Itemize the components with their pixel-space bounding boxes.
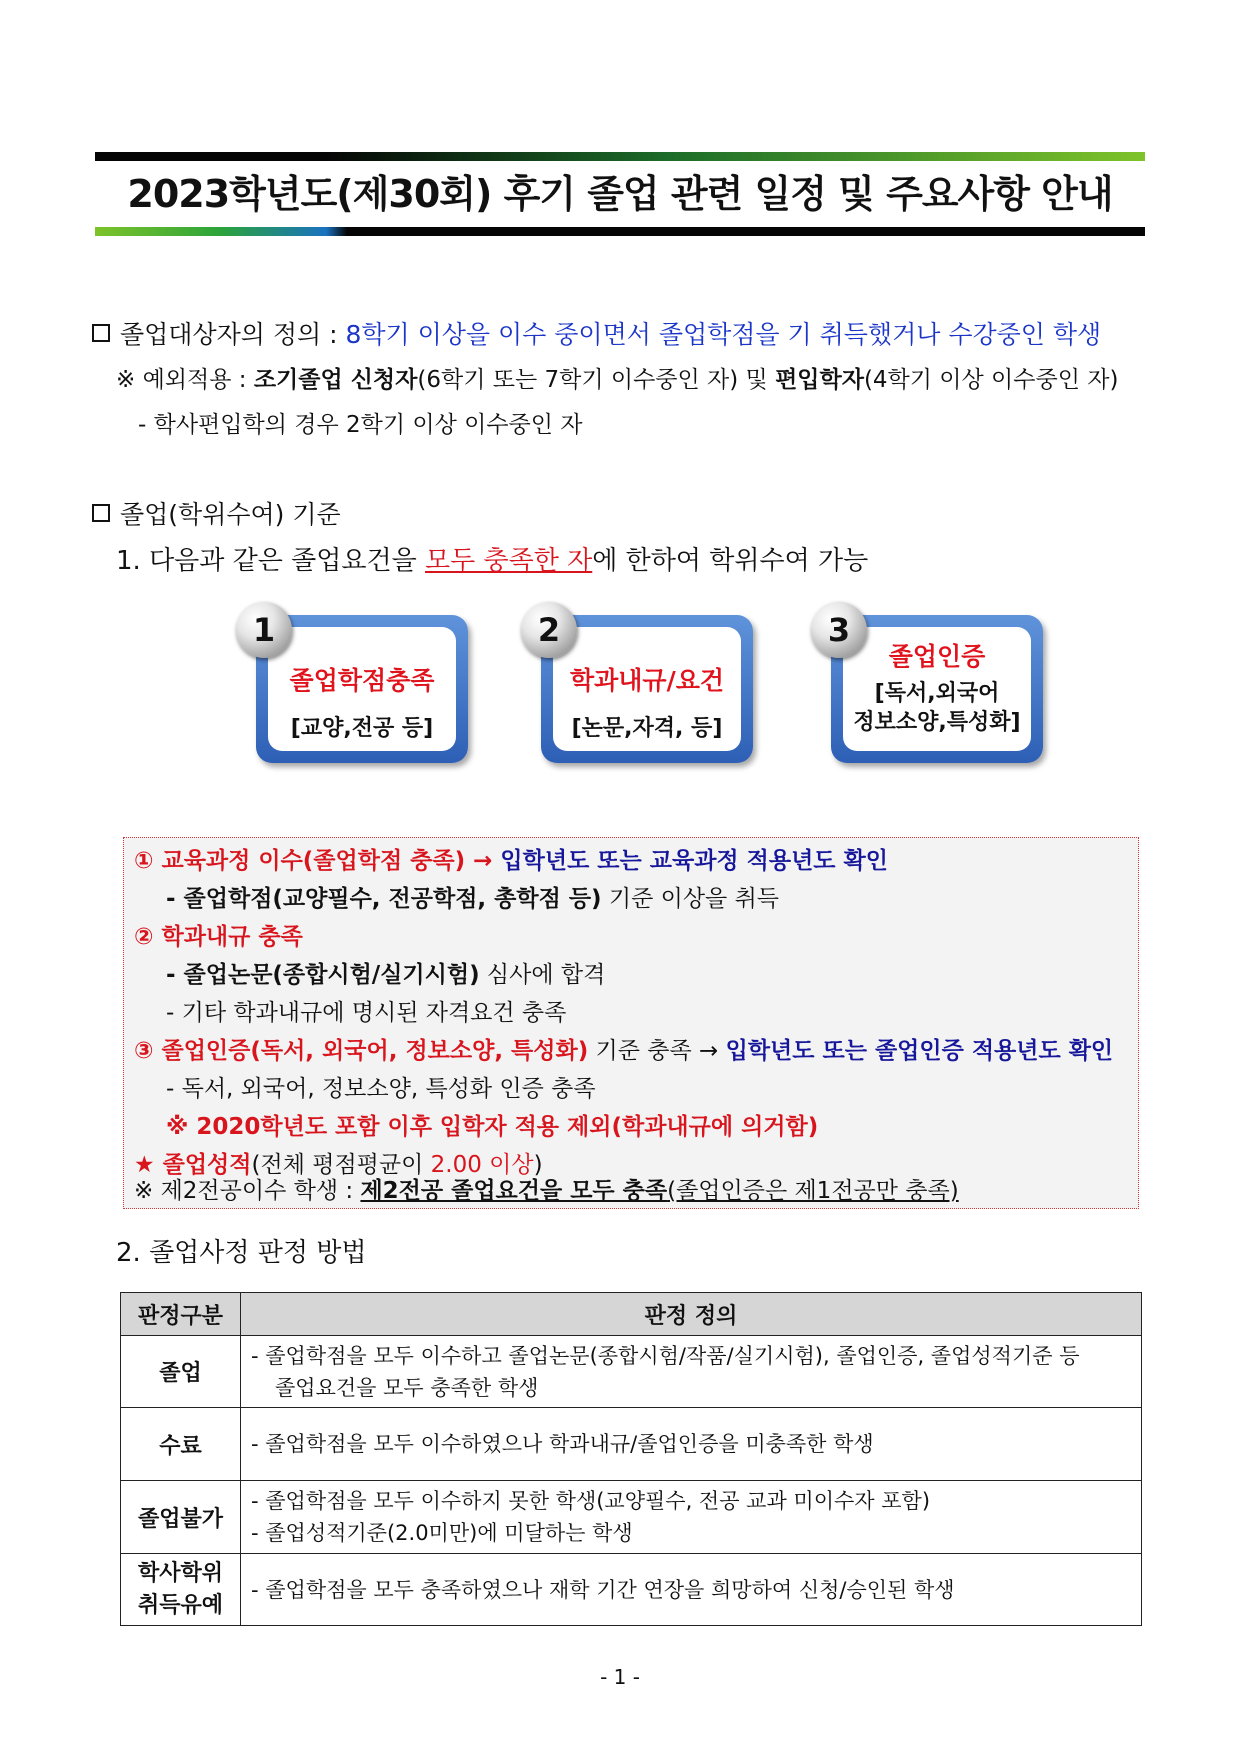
table-cell-definition: [241, 1481, 1142, 1554]
card-subtitle: [843, 679, 1031, 737]
detail-1-sub-bold: - 졸업학점(교양필수, 전공학점, 총학점 등): [166, 886, 602, 912]
exception-early-detail: (6학기 또는 7학기 이수중인 자) 및: [417, 367, 776, 393]
page-title: 2023학년도(제30회) 후기 졸업 관련 일정 및 주요사항 안내: [127, 172, 1113, 216]
definition-line: - 졸업학점을 모두 이수하지 못한 학생(교양필수, 전공 교과 미이수자 포함): [251, 1489, 931, 1513]
table-cell-definition: [241, 1554, 1142, 1626]
table-cell-category: 졸업: [121, 1336, 241, 1408]
table-cell-category: 졸업불가: [121, 1481, 241, 1554]
detail-2: ② 학과내규 충족: [134, 924, 303, 950]
card-subtitle: [교양,전공 등]: [290, 716, 434, 741]
detail-5-prefix: ※ 제2전공이수 학생 :: [134, 1178, 361, 1204]
table-cell-definition: [241, 1408, 1142, 1481]
detail-4-red: ★ 졸업성적: [134, 1152, 252, 1178]
card-title: 졸업인증: [888, 642, 986, 671]
definition-line: - 졸업학점을 모두 이수하고 졸업논문(종합시험/작품/실기시험), 졸업인증, 졸업성적기준 등: [251, 1343, 1080, 1368]
table-row: [121, 1481, 1142, 1554]
title-banner: [95, 152, 1145, 236]
definition-line: - 졸업학점을 모두 이수하였으나 학과내규/졸업인증을 미충족한 학생: [251, 1432, 874, 1456]
detail-2-sub-rest: 심사에 합격: [479, 962, 606, 988]
criteria-item-1: [116, 546, 868, 576]
detail-5: [134, 1176, 959, 1206]
detail-1: [134, 846, 888, 876]
detail-3: [134, 1036, 1113, 1066]
criteria-highlight: 모두 충족한 자: [425, 546, 593, 576]
detail-4-mid: (전체 평점평균이: [251, 1152, 431, 1178]
exception-prefix: ※ 예외적용 :: [116, 367, 247, 393]
criteria-item-1-b: 에 한하여 학위수여 가능: [592, 546, 869, 576]
category-line: 학사학위: [137, 1560, 223, 1586]
checkbox-square-icon: [92, 504, 110, 522]
definition-label: 졸업대상자의 정의 :: [120, 320, 338, 349]
table-header: 판정 정의: [241, 1293, 1142, 1336]
exception-transfer: 편입학자: [775, 367, 864, 393]
card-title: 졸업학점충족: [289, 666, 435, 695]
card-title: 학과내규/요건: [569, 666, 725, 695]
table-cell-category: [121, 1554, 241, 1626]
number-badge-1: 1: [236, 602, 292, 658]
detail-5-end: (졸업인증은 제1전공만 충족): [667, 1178, 959, 1204]
requirements-detail-box: [123, 837, 1139, 1209]
detail-2-sub-bold: - 졸업논문(종합시험/실기시험): [166, 962, 480, 988]
table-cell-definition: [241, 1336, 1142, 1408]
detail-1-red: ① 교육과정 이수(졸업학점 충족) →: [134, 848, 493, 874]
detail-3-sub-1: - 독서, 외국어, 정보소양, 특성화 인증 충족: [166, 1076, 596, 1102]
judgement-table: [120, 1292, 1142, 1626]
judgement-heading: 2. 졸업사정 판정 방법: [116, 1238, 367, 1268]
definition-value: 8학기 이상을 이수 중이면서 졸업학점을 기 취득했거나 수강중인 학생: [345, 320, 1102, 349]
detail-5-bold: 제2전공 졸업요건을 모두 충족: [360, 1178, 668, 1204]
number-badge-3: 3: [811, 602, 867, 658]
definition-line: - 졸업성적기준(2.0미만)에 미달하는 학생: [251, 1521, 633, 1545]
number-badge-2: 2: [521, 602, 577, 658]
banner-top-bar: [95, 152, 1145, 161]
detail-4-value: 2.00 이상: [430, 1152, 534, 1178]
table-row: [121, 1336, 1142, 1408]
detail-1-sub: [166, 884, 779, 914]
detail-1-blue: 입학년도 또는 교육과정 적용년도 확인: [492, 848, 888, 874]
category-line: 취득유예: [137, 1592, 223, 1618]
bachelor-transfer-line: - 학사편입학의 경우 2학기 이상 이수중인 자: [138, 412, 583, 438]
criteria-item-1-a: 1. 다음과 같은 졸업요건을: [116, 546, 426, 576]
detail-2-sub-2: - 기타 학과내규에 명시된 자격요건 충족: [166, 1000, 567, 1026]
criteria-heading: [92, 500, 341, 530]
definition-line: - 졸업학점을 모두 충족하였으나 재학 기간 연장을 희망하여 신청/승인된 학생: [251, 1577, 955, 1602]
card-subtitle: [논문,자격, 등]: [571, 716, 723, 741]
exception-early: 조기졸업 신청자: [253, 367, 418, 393]
checkbox-square-icon: [92, 324, 110, 342]
table-row: [121, 1408, 1142, 1481]
definition-heading: [92, 320, 1101, 350]
exception-line: [116, 365, 1118, 395]
table-header-row: [121, 1293, 1142, 1336]
criteria-heading-text: 졸업(학위수여) 기준: [120, 500, 341, 529]
table-row: [121, 1554, 1142, 1626]
detail-4-end: ): [533, 1152, 543, 1178]
card-subtitle-line: [독서,외국어: [874, 681, 1000, 706]
detail-3-blue: 입학년도 또는 졸업인증 적용년도 확인: [725, 1038, 1114, 1064]
exception-transfer-detail: (4학기 이상 이수중인 자): [863, 367, 1119, 393]
card-subtitle-line: 정보소양,특성화]: [853, 710, 1021, 735]
definition-line: 졸업요건을 모두 충족한 학생: [275, 1375, 539, 1400]
table-cell-category: 수료: [121, 1408, 241, 1481]
detail-1-sub-rest: 기준 이상을 취득: [601, 886, 780, 912]
page-number: - 1 -: [600, 1665, 640, 1689]
table-header: 판정구분: [121, 1293, 241, 1336]
banner-bottom-bar: [95, 227, 1145, 236]
detail-3-sub-2: ※ 2020학년도 포함 이후 입학자 적용 제외(학과내규에 의거함): [166, 1114, 819, 1140]
detail-2-sub-1: [166, 960, 605, 990]
detail-3-red: ③ 졸업인증(독서, 외국어, 정보소양, 특성화): [134, 1038, 589, 1064]
detail-3-mid: 기준 충족 →: [588, 1038, 726, 1064]
